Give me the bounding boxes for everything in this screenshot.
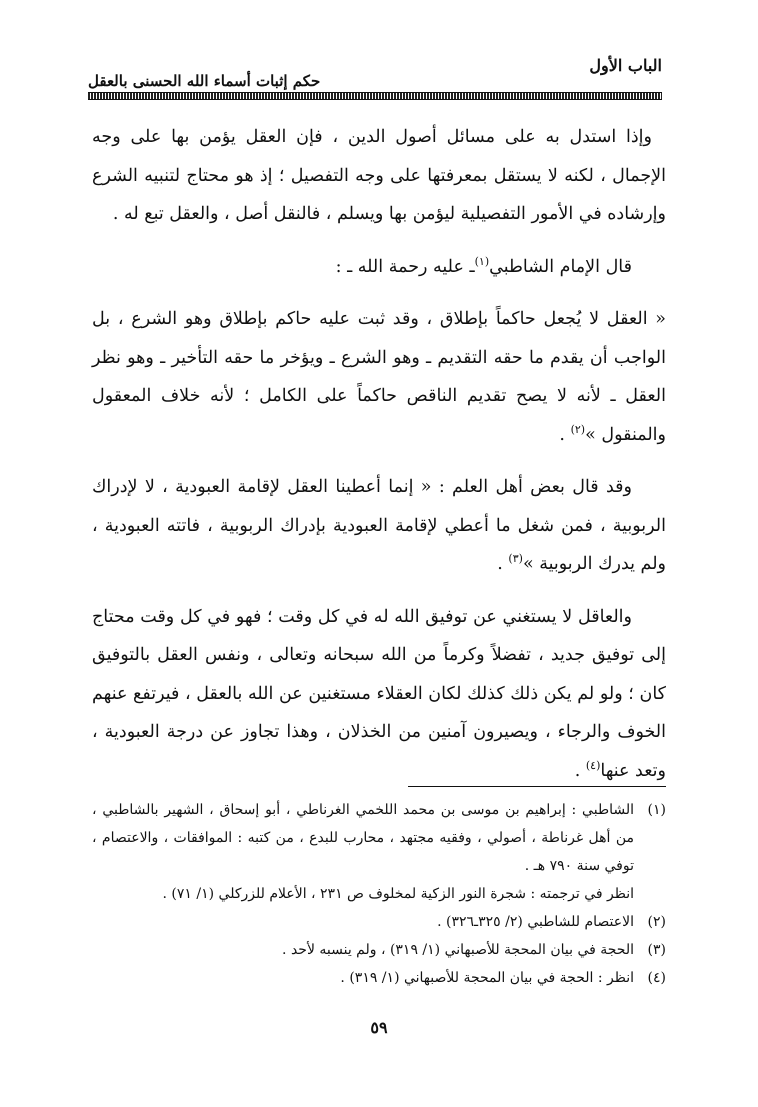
main-text [92, 118, 666, 790]
footnote-2 [92, 908, 666, 936]
quotation-paragraph [92, 300, 666, 454]
running-header [88, 54, 662, 90]
paragraph-2 [92, 248, 666, 287]
footnotes [92, 796, 666, 992]
paragraph-5-text: والعاقل لا يستغني عن توفيق الله له في كل وقت ؛ فهو في كل وقت محتاج إلى توفيق جديد ، تفضلاً وكرماً من الله سبحانه وتعالى ، ونفس العقل بالتوفيق كان ؛ ولو لم يكن ذلك كذلك لكان العقلاء مستغنين عن الله بالعقل ، فيرتفع عنهم الخوف والرجاء ، ويصيرون آمنين من الخذلان ، وهذا تجاوز عن درجة العبودية ، وتعد عنها [92, 606, 666, 781]
footnote-number: (٢) [647, 914, 666, 930]
paragraph-5-end: . [574, 760, 586, 781]
paragraph-4-text: وقد قال بعض أهل العلم : « إنما أعطينا العقل لإقامة العبودية ، لا لإدراك الربوبية ، فمن شغل ما أعطي لإقامة العبودية بإدراك الربوبية ، فاتته العبودية ، ولم يدرك الربوبية » [92, 477, 666, 574]
footnote-text [92, 796, 634, 908]
page-number: ٥٩ [370, 1018, 388, 1037]
footnote-1 [92, 796, 666, 908]
footnote-number: (٤) [647, 970, 666, 986]
paragraph-2-tail: ـ عليه رحمة الله ـ : [335, 256, 475, 277]
paragraph-5 [92, 598, 666, 791]
footnote-4 [92, 964, 666, 992]
footnote-number: (١) [647, 802, 666, 818]
footnote-text: انظر : الحجة في بيان المحجة للأصبهاني (١/ ٣١٩) . [340, 970, 634, 986]
footnote-ref-1: (١) [474, 254, 490, 268]
quotation-end: . [559, 424, 571, 445]
paragraph-4-end: . [497, 554, 509, 574]
footnote-ref-4: (٤) [585, 758, 601, 772]
footnote-text: الحجة في بيان المحجة للأصبهاني (١/ ٣١٩) ، ولم ينسبه لأحد . [282, 942, 634, 958]
paragraph-2-text: قال الإمام الشاطبي [489, 256, 632, 277]
quotation-text: « العقل لا يُجعل حاكماً بإطلاق ، وقد ثبت عليه حاكم بإطلاق وهو الشرع ، بل الواجب أن يقدم ما حقه التقديم ـ وهو الشرع ـ ويؤخر ما حقه التأخير ـ وهو نظر العقل ـ لأنه لا يصح تقديم الناقص حاكماً على الكامل ؛ لأنه خلاف المعقول والمنقول » [92, 309, 666, 445]
footnote-divider [408, 786, 666, 787]
footnote-1-text: الشاطبي : إبراهيم بن موسى بن محمد اللخمي الغرناطي ، أبو إسحاق ، الشهير بالشاطبي ، من أهل غرناطة ، أصولي ، وفقيه مجتهد ، محارب للبدع ، من كتبه : الموافقات ، والاعتصام ، توفي سنة ٧٩٠ هـ . [92, 802, 634, 874]
footnote-1-source: انظر في ترجمته : شجرة النور الزكية لمخلوف ص ٢٣١ ، الأعلام للزركلي (١/ ٧١) . [162, 886, 634, 902]
paragraph-4 [92, 468, 666, 584]
header-title: حكم إثبات أسماء الله الحسنى بالعقل [88, 72, 321, 90]
footnote-ref-3: (٣) [508, 552, 523, 566]
footnote-3 [92, 936, 666, 964]
header-divider [88, 92, 662, 100]
footnote-text: الاعتصام للشاطبي (٢/ ٣٢٥ـ٣٢٦) . [437, 914, 634, 930]
footnote-ref-2: (٢) [570, 422, 586, 436]
footnote-number: (٣) [647, 942, 666, 958]
chapter-label: الباب الأول [589, 56, 662, 75]
paragraph-1: وإذا استدل به على مسائل أصول الدين ، فإن العقل يؤمن بها على وجه الإجمال ، لكنه لا يستقل بمعرفتها على وجه التفصيل ؛ إذ هو محتاج لتنبيه الشرع وإرشاده في الأمور التفصيلية ليؤمن بها ويسلم ، فالنقل أصل ، والعقل تبع له . [92, 127, 666, 224]
